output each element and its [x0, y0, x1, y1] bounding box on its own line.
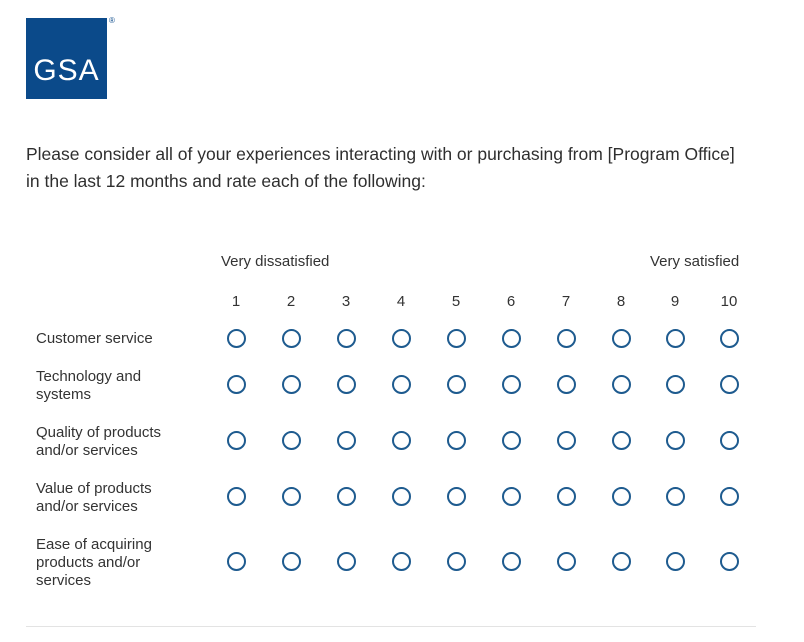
column-header-7: 7 [561, 293, 571, 310]
rating-radio-9[interactable] [666, 375, 685, 394]
rating-radio-1[interactable] [227, 375, 246, 394]
rating-radio-4[interactable] [392, 329, 411, 348]
rating-radio-4[interactable] [392, 375, 411, 394]
rating-radio-8[interactable] [612, 487, 631, 506]
rating-radio-9[interactable] [666, 431, 685, 450]
column-header-1: 1 [231, 293, 241, 310]
rating-radio-6[interactable] [502, 329, 521, 348]
rating-radio-7[interactable] [557, 329, 576, 348]
rating-radio-3[interactable] [337, 487, 356, 506]
rating-radio-1[interactable] [227, 487, 246, 506]
row-label: Technology and systems [36, 368, 142, 403]
rating-radio-5[interactable] [447, 487, 466, 506]
column-header-2: 2 [286, 293, 296, 310]
rating-radio-3[interactable] [337, 552, 356, 571]
section-divider [26, 626, 756, 627]
rating-radio-10[interactable] [720, 329, 739, 348]
rating-radio-2[interactable] [282, 329, 301, 348]
rating-radio-8[interactable] [612, 329, 631, 348]
rating-radio-7[interactable] [557, 487, 576, 506]
row-label: Ease of acquiring products and/or services [36, 536, 152, 589]
rating-radio-8[interactable] [612, 431, 631, 450]
rating-radio-2[interactable] [282, 375, 301, 394]
rating-radio-5[interactable] [447, 431, 466, 450]
rating-radio-1[interactable] [227, 552, 246, 571]
column-header-10: 10 [720, 293, 738, 310]
row-label: Value of products and/or services [36, 480, 152, 515]
rating-radio-7[interactable] [557, 431, 576, 450]
row-label: Customer service [36, 330, 153, 347]
rating-radio-1[interactable] [227, 431, 246, 450]
rating-radio-4[interactable] [392, 552, 411, 571]
rating-radio-1[interactable] [227, 329, 246, 348]
row-label: Quality of products and/or services [36, 424, 162, 459]
rating-radio-3[interactable] [337, 329, 356, 348]
scale-low-label: Very dissatisfied [221, 253, 330, 270]
rating-radio-2[interactable] [282, 552, 301, 571]
gsa-logo [26, 18, 107, 99]
rating-radio-10[interactable] [720, 431, 739, 450]
rating-radio-4[interactable] [392, 487, 411, 506]
column-header-8: 8 [616, 293, 626, 310]
column-header-4: 4 [396, 293, 406, 310]
column-header-5: 5 [451, 293, 461, 310]
gsa-logo-text: GSA [33, 54, 100, 87]
rating-radio-10[interactable] [720, 552, 739, 571]
rating-radio-6[interactable] [502, 487, 521, 506]
column-header-6: 6 [506, 293, 516, 310]
survey-question: Please consider all of your experiences interacting with or purchasing from [Program Office] in the last 12 months and rate each of the following: [26, 144, 735, 191]
registered-mark: ® [109, 16, 115, 25]
rating-radio-6[interactable] [502, 431, 521, 450]
rating-radio-6[interactable] [502, 552, 521, 571]
rating-radio-2[interactable] [282, 487, 301, 506]
rating-radio-3[interactable] [337, 431, 356, 450]
column-header-9: 9 [670, 293, 680, 310]
rating-radio-10[interactable] [720, 375, 739, 394]
rating-radio-2[interactable] [282, 431, 301, 450]
rating-radio-8[interactable] [612, 552, 631, 571]
rating-radio-9[interactable] [666, 487, 685, 506]
rating-radio-7[interactable] [557, 552, 576, 571]
rating-radio-8[interactable] [612, 375, 631, 394]
rating-radio-4[interactable] [392, 431, 411, 450]
scale-high-label: Very satisfied [650, 253, 740, 270]
column-header-3: 3 [341, 293, 351, 310]
rating-radio-7[interactable] [557, 375, 576, 394]
rating-radio-9[interactable] [666, 329, 685, 348]
rating-radio-5[interactable] [447, 552, 466, 571]
rating-radio-10[interactable] [720, 487, 739, 506]
rating-radio-6[interactable] [502, 375, 521, 394]
rating-radio-9[interactable] [666, 552, 685, 571]
rating-radio-5[interactable] [447, 375, 466, 394]
rating-radio-5[interactable] [447, 329, 466, 348]
rating-radio-3[interactable] [337, 375, 356, 394]
